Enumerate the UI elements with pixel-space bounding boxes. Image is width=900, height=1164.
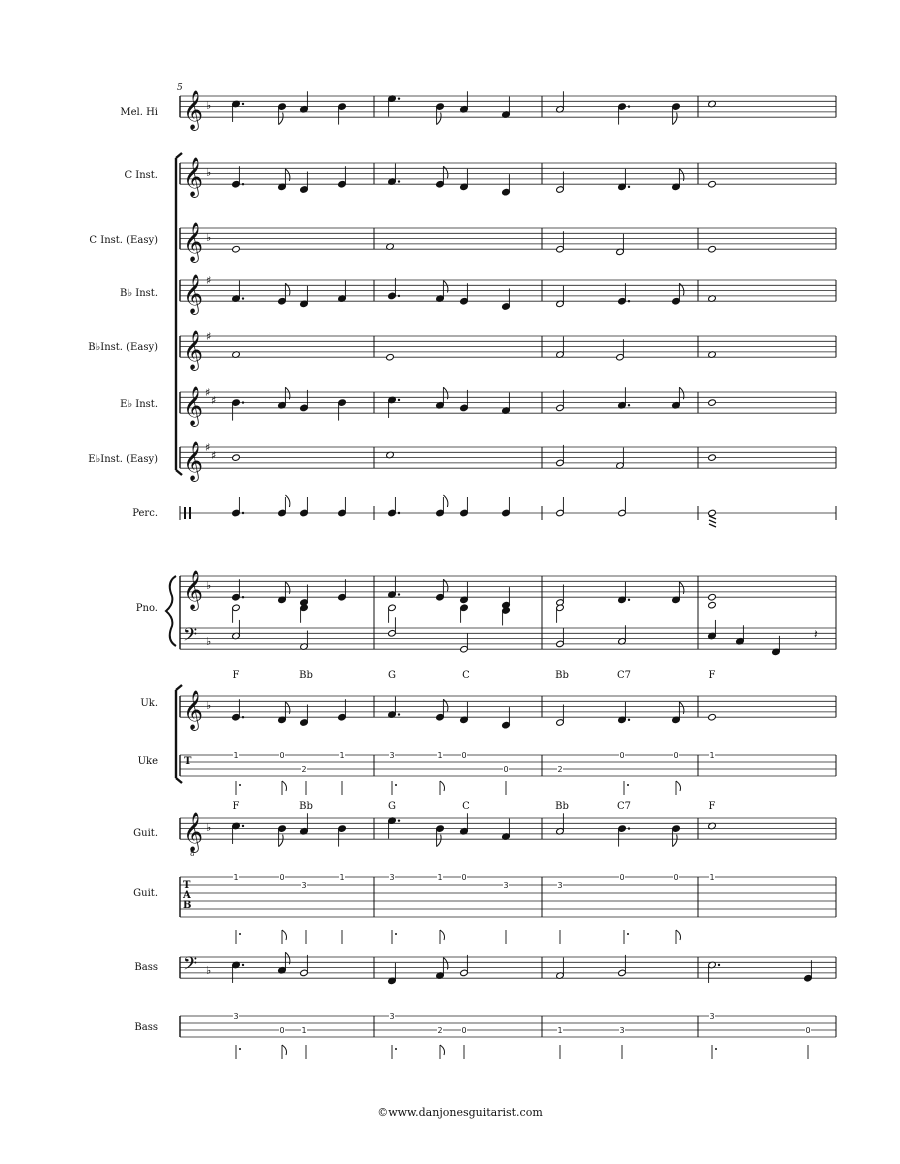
group-bracket-icon: [176, 685, 182, 783]
staff-bb-inst: [180, 280, 836, 301]
instrument-label: Guit.: [133, 888, 158, 899]
dot: [242, 512, 244, 514]
tab-clef-icon: A: [183, 890, 191, 901]
note-flag: [676, 930, 681, 940]
treble-clef-icon: 𝄞: [183, 570, 204, 610]
treble-clef-icon: 𝄞: [183, 441, 204, 481]
chord-symbol: F: [232, 801, 240, 812]
instrument-label: Guit.: [133, 828, 158, 839]
dot: [715, 1048, 717, 1050]
chord-symbol: G: [388, 801, 396, 812]
dot: [628, 186, 630, 188]
staff-c-inst: [180, 163, 836, 184]
staff-uk: [180, 696, 836, 717]
instrument-label: Mel. Hi: [120, 107, 158, 118]
tab-number: 1: [233, 873, 239, 882]
tab-number: 0: [619, 751, 625, 760]
chord-symbol: Bb: [299, 801, 313, 812]
tab-number: 1: [437, 751, 443, 760]
instrument-label: Bass: [134, 1022, 158, 1033]
chord-symbol: G: [388, 670, 396, 681]
chord-symbol: Bb: [555, 801, 569, 812]
chord-symbol: F: [708, 670, 716, 681]
dot: [395, 933, 397, 935]
chord-symbol: Bb: [555, 670, 569, 681]
dot: [395, 784, 397, 786]
dot: [628, 404, 630, 406]
tab-number: 0: [619, 873, 625, 882]
instrument-label: B♭Inst. (Easy): [88, 342, 158, 353]
perc-notehead: [708, 509, 717, 517]
tab-number: 0: [461, 1026, 467, 1035]
tab-number: 1: [709, 873, 715, 882]
notehead: [708, 180, 717, 188]
staff-bass-tab: [180, 1016, 836, 1037]
staff-eb-inst-easy: [180, 447, 836, 468]
treble-clef-icon: 𝄞: [183, 690, 204, 730]
notehead: [232, 245, 241, 253]
tab-number: 1: [709, 751, 715, 760]
note-flag: [282, 1045, 287, 1055]
tab-clef-icon: T: [183, 880, 191, 891]
tab-number: 0: [673, 751, 679, 760]
sharp-icon: ♯: [211, 449, 217, 462]
note-flag: [443, 495, 448, 507]
piano-lower-voice: [708, 601, 717, 609]
dot: [398, 97, 400, 99]
note-flag: [673, 113, 678, 125]
instrument-label: B♭ Inst.: [120, 288, 158, 299]
dot: [398, 295, 400, 297]
octave-8-icon: 8: [190, 850, 195, 858]
tremolo-icon: [709, 524, 716, 527]
note-flag: [676, 781, 681, 791]
tab-number: 3: [233, 1012, 239, 1021]
bass-clef-icon: 𝄢: [183, 625, 198, 650]
tab-number: 3: [389, 873, 395, 882]
treble-clef-icon: 𝄞: [183, 330, 204, 370]
rest-icon: 𝄽: [814, 627, 818, 641]
note-flag: [673, 835, 678, 847]
dot: [242, 401, 244, 403]
tab-number: 1: [339, 751, 345, 760]
notehead: [386, 353, 395, 361]
tab-clef-icon: T: [184, 756, 192, 767]
tab-number: 3: [709, 1012, 715, 1021]
tremolo-icon: [709, 516, 716, 519]
percussion-clef-icon: [184, 507, 186, 519]
dot: [239, 933, 241, 935]
tab-number: 1: [301, 1026, 307, 1035]
staff-c-inst-easy: [180, 228, 836, 249]
treble-clef-icon: 𝄞: [183, 222, 204, 262]
tab-number: 0: [461, 873, 467, 882]
tab-number: 1: [557, 1026, 563, 1035]
instrument-label: Bass: [134, 962, 158, 973]
dot: [398, 399, 400, 401]
tab-number: 2: [557, 765, 563, 774]
treble-clef-icon: 𝄞: [183, 274, 204, 314]
dot: [398, 512, 400, 514]
notehead: [708, 454, 717, 462]
notehead: [708, 245, 717, 253]
tab-number: 2: [437, 1026, 443, 1035]
dot: [398, 180, 400, 182]
tab-number: 3: [557, 881, 563, 890]
sharp-icon: ♯: [211, 394, 217, 407]
dot: [395, 1048, 397, 1050]
chord-symbol: C: [462, 670, 470, 681]
chord-symbol: C7: [616, 801, 632, 812]
tab-number: 3: [389, 1012, 395, 1021]
staff-bass: [180, 957, 836, 978]
sharp-icon: ♯: [206, 274, 212, 287]
note-flag: [437, 113, 442, 125]
tab-number: 1: [339, 873, 345, 882]
notehead: [232, 454, 241, 462]
bass-clef-icon: 𝄢: [183, 954, 198, 979]
flat-icon: ♭: [206, 579, 212, 592]
copyright-footer: ©www.danjonesguitarist.com: [377, 1106, 543, 1119]
notehead: [708, 713, 717, 721]
flat-icon: ♭: [206, 699, 212, 712]
instrument-label: Uke: [137, 756, 158, 767]
tab-number: 1: [233, 751, 239, 760]
notehead: [708, 399, 717, 407]
measure-number: 5: [177, 83, 183, 93]
tab-number: 2: [301, 765, 307, 774]
dot: [242, 103, 244, 105]
tab-number: 0: [805, 1026, 811, 1035]
dot: [398, 713, 400, 715]
instrument-label: Pno.: [135, 603, 158, 614]
treble-clef-icon: 𝄞: [183, 386, 204, 426]
flat-icon: ♭: [206, 635, 212, 648]
note-flag: [282, 930, 287, 940]
tab-number: 3: [301, 881, 307, 890]
note-flag: [279, 113, 284, 125]
tab-clef-icon: B: [183, 900, 192, 911]
note-flag: [440, 1045, 445, 1055]
dot: [242, 964, 244, 966]
dot: [628, 599, 630, 601]
sharp-icon: ♯: [206, 330, 212, 343]
note-flag: [279, 835, 284, 847]
dot: [627, 933, 629, 935]
instrument-label: C Inst. (Easy): [89, 235, 158, 246]
flat-icon: ♭: [206, 821, 212, 834]
tremolo-icon: [709, 520, 716, 523]
tab-number: 3: [503, 881, 509, 890]
dot: [628, 719, 630, 721]
tab-number: 3: [389, 751, 395, 760]
treble-clef-icon: 𝄞: [183, 812, 204, 852]
tab-number: 0: [279, 873, 285, 882]
note-flag: [285, 495, 290, 507]
chord-symbol: F: [708, 801, 716, 812]
sharp-icon: ♯: [205, 386, 211, 399]
dot: [627, 784, 629, 786]
chord-symbol: Bb: [299, 670, 313, 681]
treble-clef-icon: 𝄞: [183, 90, 204, 130]
dot: [242, 716, 244, 718]
flat-icon: ♭: [206, 99, 212, 112]
instrument-label: E♭Inst. (Easy): [88, 454, 158, 465]
staff-pno-bass: [180, 628, 836, 649]
group-bracket-icon: [176, 153, 182, 475]
dot: [242, 297, 244, 299]
flat-icon: ♭: [206, 231, 212, 244]
tab-number: 1: [437, 873, 443, 882]
chord-symbol: C7: [616, 670, 632, 681]
flat-icon: ♭: [206, 166, 212, 179]
dot: [398, 819, 400, 821]
tab-number: 0: [461, 751, 467, 760]
notehead: [708, 593, 717, 601]
note-flag: [440, 930, 445, 940]
sharp-icon: ♯: [205, 441, 211, 454]
tab-number: 0: [503, 765, 509, 774]
dot: [242, 183, 244, 185]
dot: [242, 596, 244, 598]
dot: [628, 105, 630, 107]
staff-pno-treble: [180, 576, 836, 597]
dot: [718, 964, 720, 966]
chord-symbol: C: [462, 801, 470, 812]
instrument-label: Perc.: [132, 508, 158, 519]
dot: [398, 593, 400, 595]
note-flag: [437, 835, 442, 847]
instrument-label: C Inst.: [124, 170, 158, 181]
note-flag: [282, 781, 287, 791]
dot: [242, 825, 244, 827]
dot: [239, 784, 241, 786]
percussion-clef-icon: [189, 507, 191, 519]
dot: [628, 300, 630, 302]
dot: [239, 1048, 241, 1050]
brace-icon: [166, 576, 176, 646]
chord-symbol: F: [232, 670, 240, 681]
instrument-label: E♭ Inst.: [120, 399, 158, 410]
tab-number: 0: [673, 873, 679, 882]
note-flag: [440, 781, 445, 791]
flat-icon: ♭: [206, 964, 212, 977]
tab-number: 0: [279, 751, 285, 760]
dot: [628, 827, 630, 829]
tab-number: 0: [279, 1026, 285, 1035]
instrument-label: Uk.: [140, 698, 158, 709]
tab-number: 3: [619, 1026, 625, 1035]
treble-clef-icon: 𝄞: [183, 157, 204, 197]
staff-bb-inst-easy: [180, 336, 836, 357]
